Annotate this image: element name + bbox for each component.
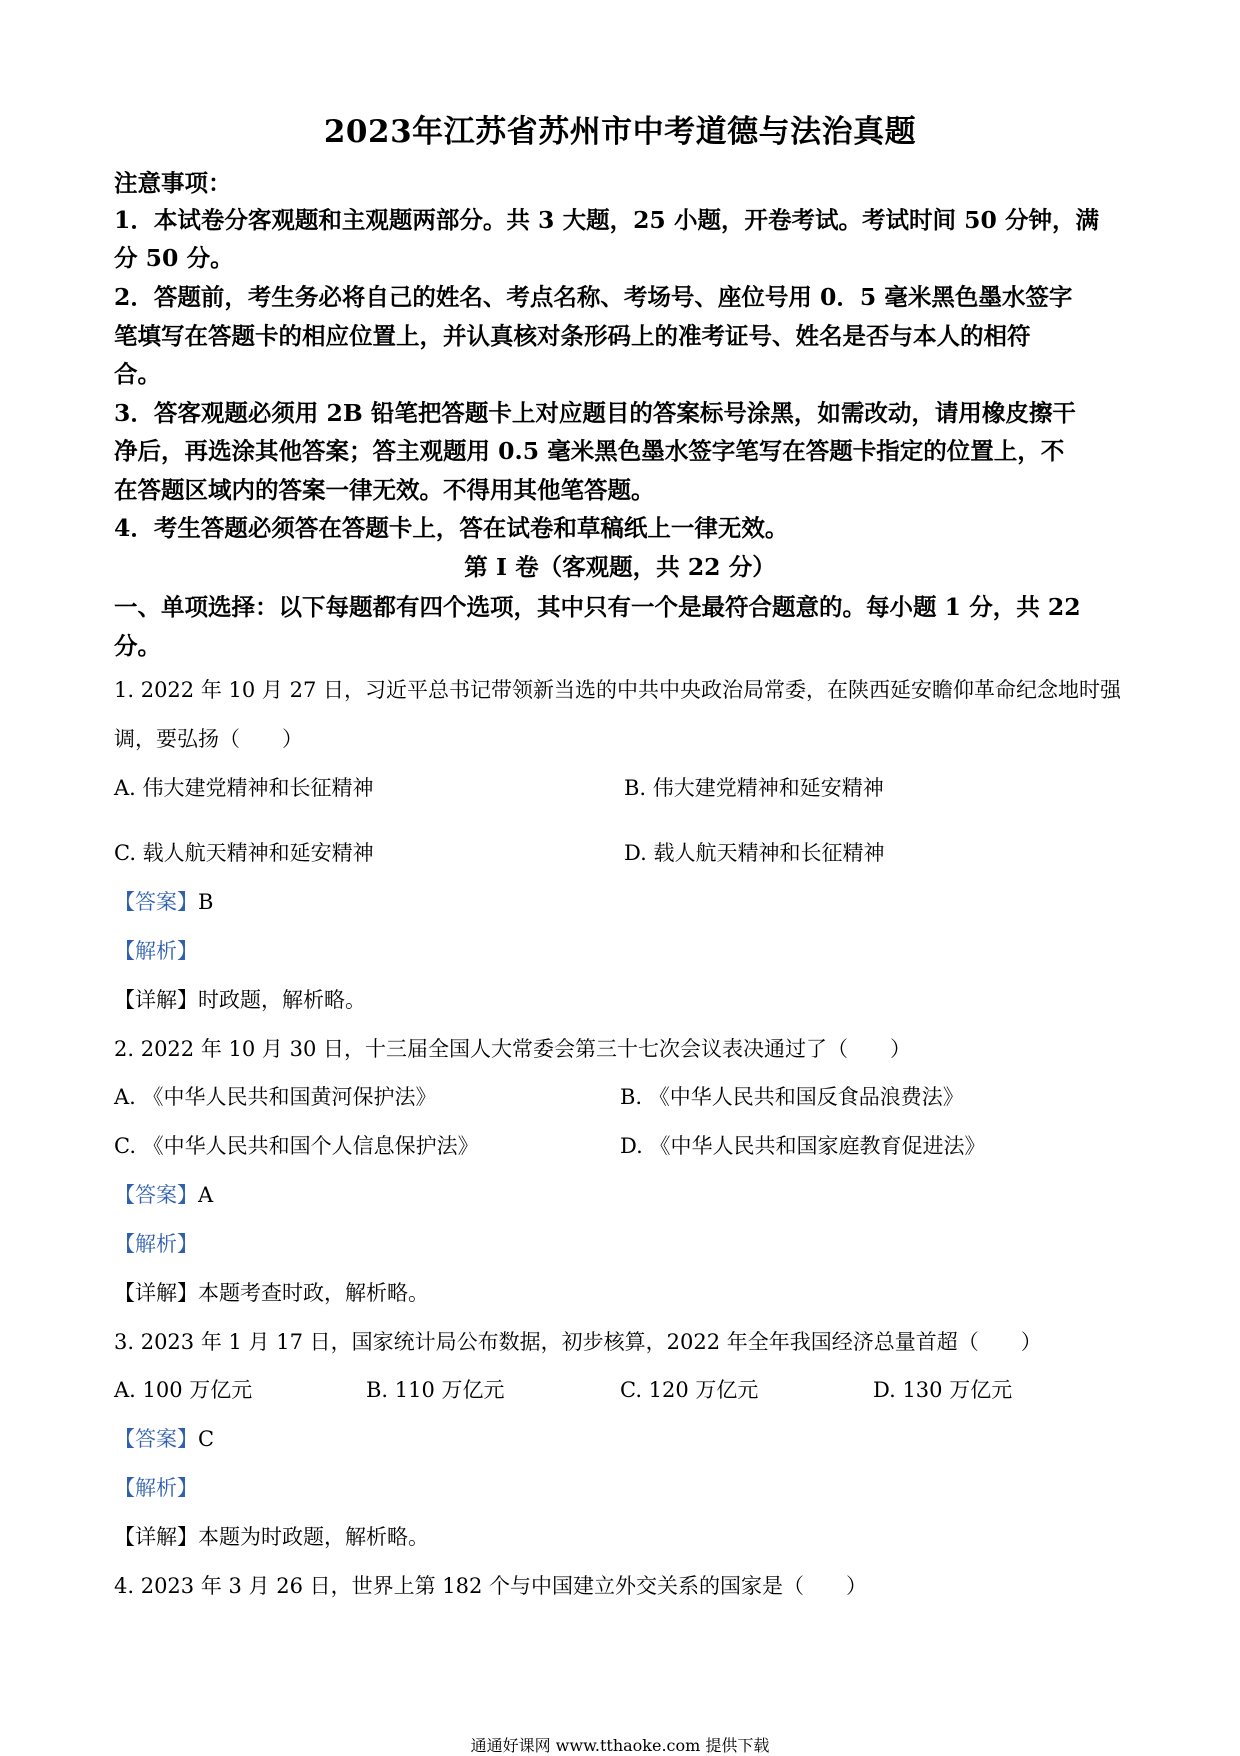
answer-line	[114, 1423, 214, 1453]
section-title: 第 I 卷（客观题，共 22 分）	[464, 553, 776, 581]
question-stem: 2. 2022 年 10 月 30 日，十三届全国人大常委会第三十七次会议表决通过了（ ）	[114, 1037, 911, 1061]
question-stem: 调，要弘扬（ ）	[114, 727, 303, 751]
notice-line: 3．答客观题必须用 2B 铅笔把答题卡上对应题目的答案标号涂黑，如需改动，请用橡皮擦干	[114, 399, 1076, 427]
analysis-tag: 【解析】	[114, 939, 198, 963]
notice-line: 净后，再选涂其他答案；答主观题用 0.5 毫米黑色墨水签字笔写在答题卡指定的位置上，不	[114, 437, 1065, 465]
question-stem: 1. 2022 年 10 月 27 日，习近平总书记带领新当选的中共中央政治局常委，在陕西延安瞻仰革命纪念地时强	[114, 678, 1121, 702]
option-b: B. 《中华人民共和国反食品浪费法》	[620, 1085, 964, 1109]
notice-line: 2．答题前，考生务必将自己的姓名、考点名称、考场号、座位号用 0．5 毫米黑色墨水签字	[114, 283, 1073, 311]
detail-tag: 【详解】	[114, 1525, 198, 1549]
notice-line: 合。	[114, 360, 161, 388]
answer-tag: 【答案】	[114, 1427, 198, 1451]
detail-line	[114, 1277, 429, 1307]
page-title: 2023年江苏省苏州市中考道德与法治真题	[323, 114, 917, 150]
option-d: D. 《中华人民共和国家庭教育促进法》	[620, 1134, 986, 1158]
detail-tag: 【详解】	[114, 988, 198, 1012]
answer-tag: 【答案】	[114, 890, 198, 914]
notice-line: 1．本试卷分客观题和主观题两部分。共 3 大题，25 小题，开卷考试。考试时间 50 分钟，满	[114, 206, 1100, 234]
detail-text: 本题为时政题，解析略。	[198, 1525, 429, 1549]
option-a: A. 伟大建党精神和长征精神	[114, 776, 374, 800]
option-a: A. 《中华人民共和国黄河保护法》	[114, 1085, 437, 1109]
answer-value: B	[198, 890, 214, 914]
detail-line	[114, 1521, 429, 1551]
option-b: B. 伟大建党精神和延安精神	[624, 776, 884, 800]
analysis-tag: 【解析】	[114, 1232, 198, 1256]
option-d: D. 130 万亿元	[873, 1378, 1013, 1402]
question-stem: 3. 2023 年 1 月 17 日，国家统计局公布数据，初步核算，2022 年全年我国经济总量首超（ ）	[114, 1330, 1042, 1354]
option-c: C. 《中华人民共和国个人信息保护法》	[114, 1134, 479, 1158]
detail-text: 时政题，解析略。	[198, 988, 366, 1012]
part-one-instructions: 一、单项选择：以下每题都有四个选项，其中只有一个是最符合题意的。每小题 1 分，共 22	[114, 593, 1081, 621]
option-c: C. 120 万亿元	[620, 1378, 759, 1402]
part-one-instructions: 分。	[114, 632, 161, 660]
notice-line: 4．考生答题必须答在答题卡上，答在试卷和草稿纸上一律无效。	[114, 514, 789, 542]
option-c: C. 载人航天精神和延安精神	[114, 841, 374, 865]
answer-tag: 【答案】	[114, 1183, 198, 1207]
answer-line	[114, 886, 213, 916]
notice-line: 在答题区域内的答案一律无效。不得用其他笔答题。	[114, 476, 655, 504]
answer-line	[114, 1179, 213, 1209]
notice-line: 分 50 分。	[114, 244, 234, 272]
detail-text: 本题考查时政，解析略。	[198, 1281, 429, 1305]
footer-text: 通通好课网 www.tthaoke.com 提供下载	[470, 1736, 770, 1755]
detail-line	[114, 984, 366, 1014]
notice-heading: 注意事项：	[114, 169, 232, 197]
answer-value: C	[198, 1427, 215, 1451]
answer-value: A	[198, 1183, 214, 1207]
notice-line: 笔填写在答题卡的相应位置上，并认真核对条形码上的准考证号、姓名是否与本人的相符	[114, 322, 1031, 350]
detail-tag: 【详解】	[114, 1281, 198, 1305]
question-stem: 4. 2023 年 3 月 26 日，世界上第 182 个与中国建立外交关系的国家是（ ）	[114, 1574, 868, 1598]
option-a: A. 100 万亿元	[114, 1378, 253, 1402]
option-d: D. 载人航天精神和长征精神	[624, 841, 885, 865]
analysis-tag: 【解析】	[114, 1476, 198, 1500]
option-b: B. 110 万亿元	[366, 1378, 505, 1402]
